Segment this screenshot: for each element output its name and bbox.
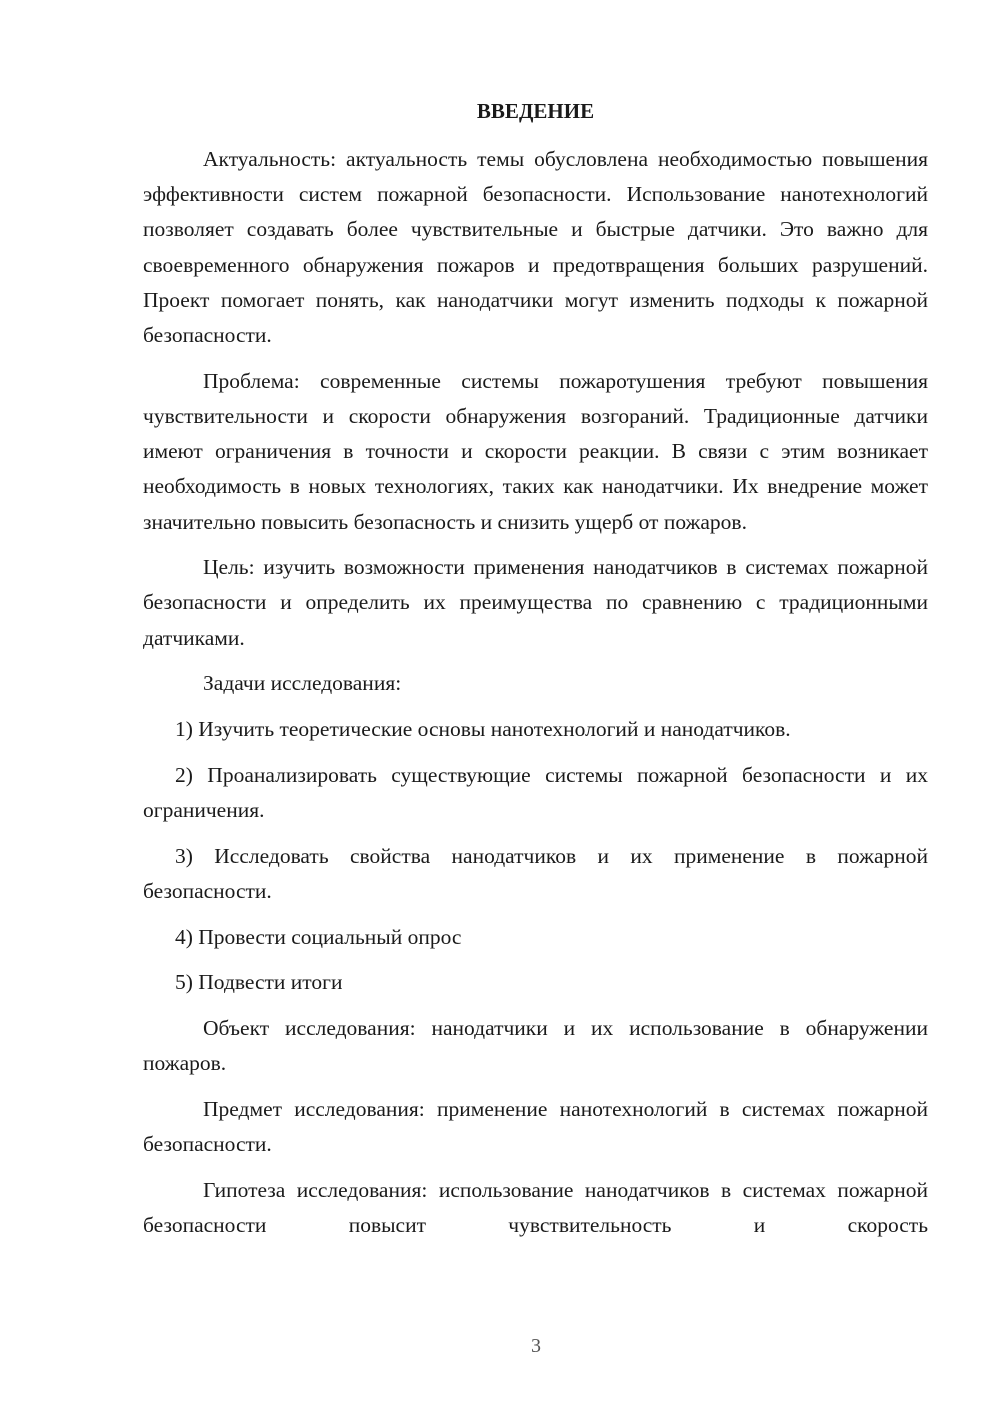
paragraph-subject: Предмет исследования: применение нанотехнологий в системах пожарной безопасности. — [143, 1096, 928, 1157]
section-heading: ВВЕДЕНИЕ — [476, 99, 595, 123]
paragraph-object: Объект исследования: нанодатчики и их использование в обнаружении пожаров. — [143, 1015, 928, 1076]
tasks-heading: Задачи исследования: — [203, 671, 402, 696]
paragraph-problem: Проблема: современные системы пожаротушения требуют повышения чувствительности и скорости обнаружения возгораний. Традиционные датчики имеют ограничения в точности и скорости реакции. В связи с этим возникает необходимость в новых технологиях, таких как нанодатчики. Их внедрение может значительно повысить безопасность и снизить ущерб от пожаров. — [143, 368, 928, 534]
task-item-4: 4) Провести социальный опрос — [175, 924, 462, 949]
document-body — [143, 142, 928, 1243]
page-number: 3 — [531, 1335, 541, 1357]
task-item-2: 2) Проанализировать существующие системы пожарной безопасности и их ограничения. — [143, 762, 928, 822]
task-item-3: 3) Исследовать свойства нанодатчиков и их применение в пожарной безопасности. — [143, 843, 928, 903]
paragraph-hypothesis: Гипотеза исследования: использование нанодатчиков в системах пожарной безопасности повысит чувствительность и скорость — [143, 1177, 928, 1237]
paragraph-goal: Цель: изучить возможности применения нанодатчиков в системах пожарной безопасности и определить их преимущества по сравнению с традиционными датчиками. — [143, 555, 928, 650]
task-item-5: 5) Подвести итоги — [175, 970, 343, 995]
task-item-1: 1) Изучить теоретические основы нанотехнологий и нанодатчиков. — [175, 717, 791, 742]
paragraph-relevance: Актуальность: актуальность темы обусловлена необходимостью повышения эффективности систем пожарной безопасности. Использование нанотехнологий позволяет создавать более чувствительные и быстрые датчики. Это важно для своевременного обнаружения пожаров и предотвращения больших разрушений. Проект помогает понять, как нанодатчики могут изменить подходы к пожарной безопасности. — [143, 147, 928, 348]
